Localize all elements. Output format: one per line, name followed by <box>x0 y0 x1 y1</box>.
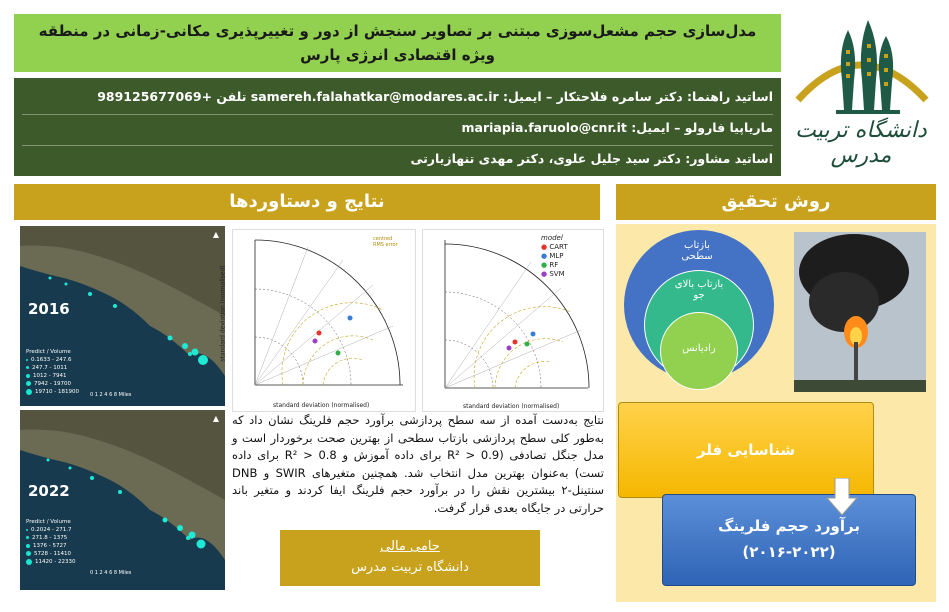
down-arrow-icon <box>826 478 858 516</box>
toa-reflectance-circle: بازتاب بالای جو <box>644 270 754 380</box>
results-section-header: نتایج و دستاوردها <box>14 184 600 220</box>
legend-item-cart: ● CART <box>541 243 568 251</box>
point-svm <box>313 339 318 344</box>
legend-title: Predict / Volume <box>26 519 71 525</box>
y-axis-label: standard deviation (normalised) <box>219 265 227 362</box>
flaring-volume-box: برآورد حجم فلرینگ (۲۰۱۶-۲۰۲۲) <box>662 494 916 586</box>
point-rf <box>336 351 341 356</box>
legend-item: 271.8 - 1375 <box>26 534 75 542</box>
x-axis-label: standard deviation (normalised) <box>273 402 370 409</box>
sponsor-name: دانشگاه تربیت مدرس <box>351 560 469 575</box>
university-name-logo: دانشگاه تربیت مدرس <box>795 118 927 168</box>
map-scale-bar: 0 1 2 4 6 8 Miles <box>90 570 132 576</box>
sponsor-title: حامی مالی <box>380 539 440 554</box>
legend-item-rf: ● RF <box>541 261 559 269</box>
legend-title: model <box>541 234 563 242</box>
taylor-legend-b <box>541 234 568 279</box>
sponsor-box <box>280 530 540 586</box>
flare-detection-box: شناسایی فلر <box>618 402 874 498</box>
legend-item-svm: ● SVM <box>541 270 565 278</box>
map-year: 2016 <box>28 300 70 318</box>
point-cart <box>317 331 322 336</box>
people-panel <box>14 78 781 176</box>
map-2022 <box>20 410 225 590</box>
taylor-diagram-a <box>219 229 416 412</box>
x-axis-label: standard deviation (normalised) <box>463 403 560 410</box>
north-arrow-icon: ▲ <box>212 230 219 239</box>
results-paragraph: نتایج به‌دست آمده از سه سطح پردازشی برآورد حجم فلرینگ نشان داد که به‌طور کلی سطح پردازشی بازتاب سطحی از بهترین صحت برخوردار است و مدل جنگل تصادفی (R² > 0.9 برای داده آموزش و R² > 0.8 برای داده تست) به‌عنوان بهترین مدل انتخاب شد. همچنین متغیرهای SWIR و DNB سنتینل-۲ بیشترین نقش را در برآورد حجم فلرینگ ایفا کردند و متغیر باند حرارتی در جایگاه بعدی قرار گرفت. <box>232 413 604 515</box>
map-year: 2022 <box>28 482 70 500</box>
legend-item-mlp: ● MLP <box>541 252 564 260</box>
point-mlp <box>348 316 353 321</box>
surface-reflectance-circle: بازتاب سطحی <box>624 230 774 380</box>
map-legend <box>26 348 79 396</box>
map-scale-bar: 0 1 2 4 6 8 Miles <box>90 392 132 398</box>
legend-item: 0.2024 - 271.7 <box>26 526 75 534</box>
taylor-diagram-b <box>422 229 604 412</box>
advisors-line: اساتید مشاور: دکتر سید جلیل علوی، دکتر مهدی تنهازیارتی <box>410 151 773 166</box>
radiance-circle: رادیانس <box>660 312 738 390</box>
legend-item: 1012 - 7941 <box>26 372 79 380</box>
supervisor2-line: ماریاپیا فارولو – ایمیل: mariapia.faruolo@cnr.it <box>22 115 773 146</box>
legend-item: 7942 - 19700 <box>26 380 79 388</box>
legend-item: 11420 - 22330 <box>26 558 75 566</box>
north-arrow-icon: ▲ <box>212 414 219 423</box>
map-2016 <box>20 226 225 406</box>
legend-item: 19710 - 181900 <box>26 388 79 396</box>
poster-title: مدل‌سازی حجم مشعل‌سوزی مبتنی بر تصاویر سنجش از دور و تغییرپذیری مکانی-زمانی در منطقه ویژه اقتصادی انرژی پارس <box>14 14 781 72</box>
supervisor-line: اساتید راهنما: دکتر سامره فلاحتکار – ایمیل: samereh.falahatkar@modares.ac.ir تلفن +989125677069 <box>22 84 773 115</box>
legend-title: Predict / Volume <box>26 349 71 355</box>
legend-item: 0.1633 - 247.6 <box>26 356 79 364</box>
legend-item: 247.7 - 1011 <box>26 364 79 372</box>
legend-item: 1376 - 5727 <box>26 542 75 550</box>
legend-item: 5728 - 11410 <box>26 550 75 558</box>
map-legend <box>26 518 75 566</box>
taylor-legend-a: centred RMS error <box>373 236 398 248</box>
gas-flare-photo <box>794 232 926 392</box>
methods-section-header: روش تحقیق <box>616 184 936 220</box>
